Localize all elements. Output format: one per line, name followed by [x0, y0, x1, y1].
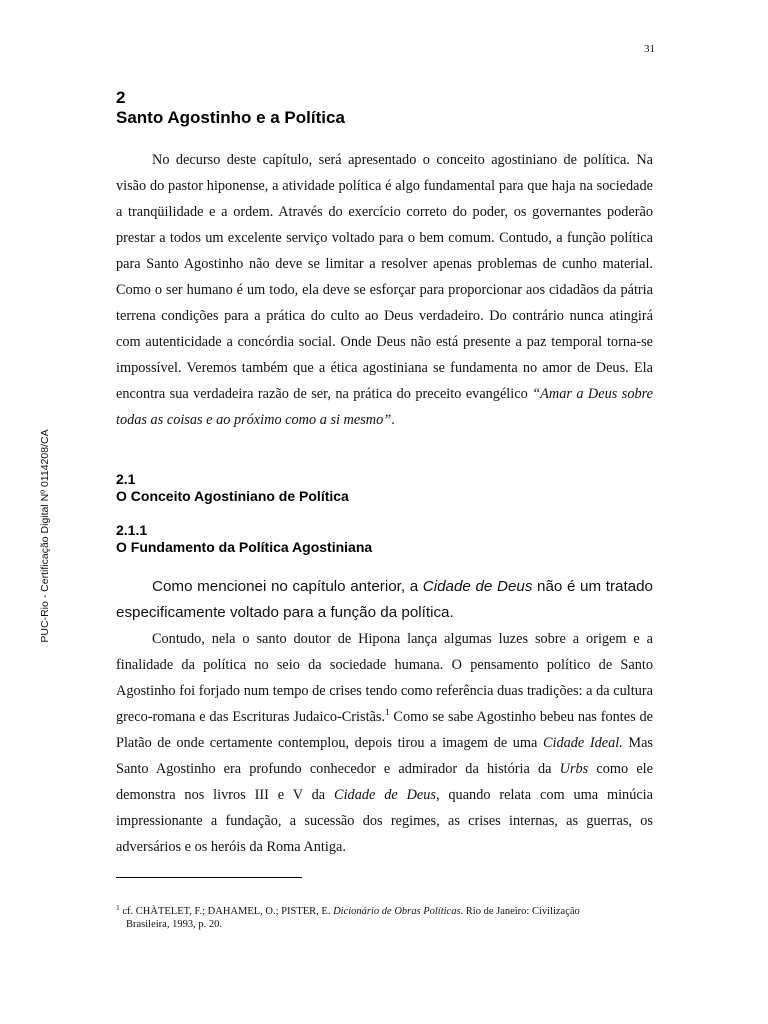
para3-text-d: Mas Santo Agostinho era profundo conhecedor e admirador da história da — [116, 735, 653, 777]
para2-text-a: Como mencionei no capítulo anterior, a — [152, 578, 423, 595]
footnote-italic-title: Dicionário de Obras Políticas — [333, 906, 461, 917]
certification-side-text: PUC-Rio - Certificação Digital Nº 0114208/CA — [39, 429, 51, 643]
subsection-number: 2.1.1 — [116, 522, 148, 538]
footnote-text-c: . Rio de Janeiro: Civilização — [460, 906, 580, 917]
section-number: 2.1 — [116, 471, 136, 487]
footnote-text-a: cf. CHÀTELET, F.; DAHAMEL, O.; PISTER, E. — [119, 906, 334, 917]
para3-italic-cidade-de-deus: Cidade de Deus, — [334, 787, 440, 803]
subsection-heading — [116, 522, 372, 556]
section-heading — [116, 471, 349, 505]
paragraph-hipona — [116, 626, 653, 860]
para2-text-c: não é um tratado especificamente voltado para a função da política. — [116, 578, 654, 621]
para3-text-f: como ele demonstra nos livros III e V da — [116, 761, 653, 803]
chapter-heading — [116, 88, 345, 128]
para3-italic-cidade-ideal: Cidade Ideal. — [542, 735, 623, 751]
subsection-title: O Fundamento da Política Agostiniana — [116, 539, 373, 555]
para3-italic-urbs: Urbs — [559, 761, 589, 777]
footnote-line-2: Brasileira, 1993, p. 20. — [126, 919, 222, 930]
paragraph-cidade-de-deus — [116, 574, 653, 626]
para3-text-a: Contudo, nela o santo doutor de Hipona lança algumas luzes sobre a origem e a finalidade da política no seio da sociedade humana. O pensamento político de Santo Agostinho foi forjado num tempo de crises tendo como referência duas tradições: a da cultura greco-romana e das Escrituras Judaico-Cristãs. — [116, 631, 653, 725]
footnote-divider — [116, 877, 302, 878]
footnote-reference[interactable]: 1 — [385, 707, 390, 717]
section-title: O Conceito Agostiniano de Política — [116, 488, 349, 504]
para3-text-h: quando relata com uma minúcia impressionante a fundação, a sucessão dos regimes, as crises internas, as guerras, os adversários e os heróis da Roma Antiga. — [116, 787, 654, 855]
chapter-number: 2 — [116, 88, 126, 107]
intro-paragraph — [116, 147, 653, 433]
intro-text: No decurso deste capítulo, será apresentado o conceito agostiniano de política. Na visão do pastor hiponense, a atividade política é algo fundamental para que haja na sociedade a tranqüilidade e a ordem. Através do exercício correto do poder, os governantes poderão prestar a todos um excelente serviço voltado para o bem comum. Contudo, a função política para Santo Agostinho não deve se limitar a resolver apenas problemas de cunho material. Como o ser humano é um todo, ela deve se esforçar para proporcionar aos cidadãos da pátria terrena condições para a prática do culto ao Deus verdadeiro. Do contrário nunca atingirá com autenticidade a concórdia social. Onde Deus não está presente a paz temporal torna-se impossível. Veremos também que a ética agostiniana se fundamenta no amor de Deus. Ela encontra sua verdadeira razão de ser, na prática do preceito evangélico — [116, 152, 653, 402]
para2-italic-title: Cidade de Deus — [422, 578, 533, 595]
chapter-title: Santo Agostinho e a Política — [116, 108, 345, 127]
intro-quote: “Amar a Deus sobre todas as coisas e ao próximo como a si mesmo” — [116, 386, 653, 428]
footnote — [116, 905, 656, 931]
footnote-marker: 1 — [116, 903, 120, 912]
page-number: 31 — [644, 43, 655, 55]
intro-end: . — [391, 412, 395, 428]
para3-text-b: Como se sabe Agostinho bebeu nas fontes de Platão de onde certamente contemplou, depois tirou a imagem de uma — [116, 709, 653, 751]
